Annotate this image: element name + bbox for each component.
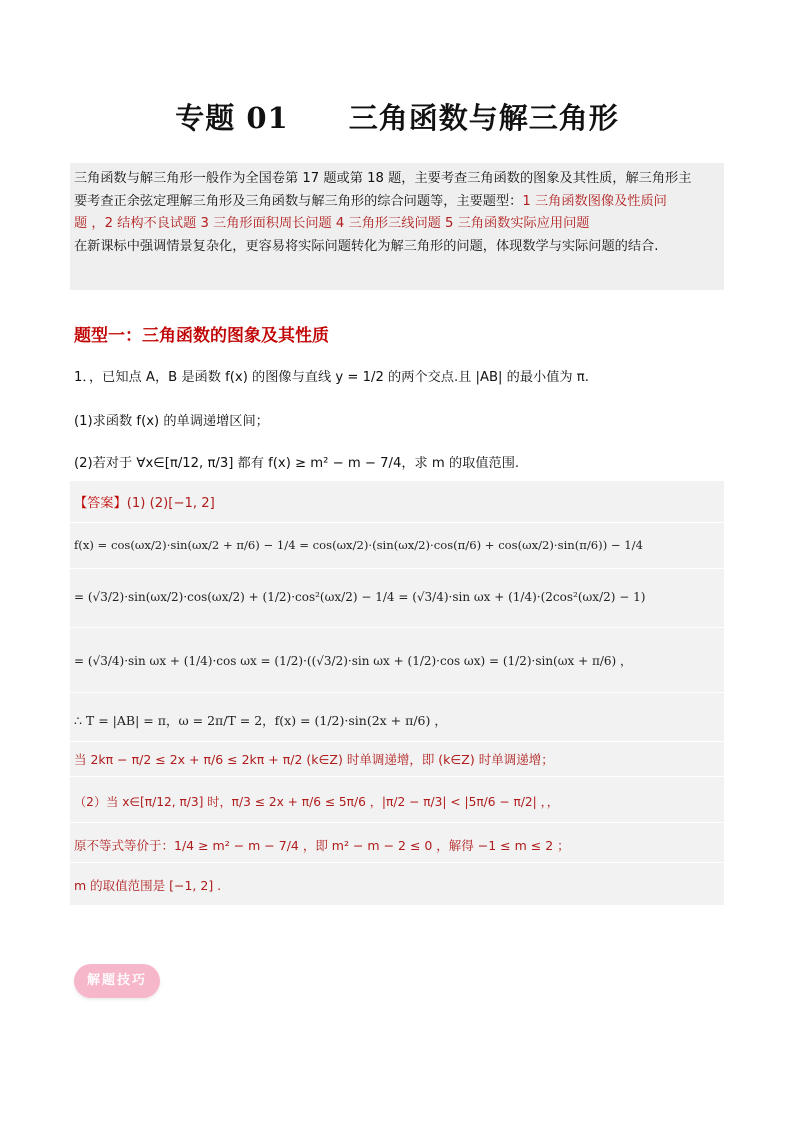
answer-separator bbox=[70, 822, 724, 823]
title-main: 三角函数与解三角形 bbox=[348, 101, 619, 135]
intro-line-1: 三角函数与解三角形一般作为全国卷第 17 题或第 18 题，主要考查三角函数的图象及其性质，解三角形主 bbox=[74, 171, 692, 186]
answer-separator bbox=[70, 627, 724, 628]
intro-line-2 bbox=[74, 191, 720, 214]
answer-header bbox=[74, 492, 215, 511]
section-title: 题型一：三角函数的图象及其性质 bbox=[74, 326, 329, 346]
intro-line-4: 在新课标中强调情景复杂化，更容易将实际问题转化为解三角形的问题，体现数学与实际问题的结合. bbox=[74, 238, 659, 254]
intro-box bbox=[70, 163, 724, 290]
answer-separator bbox=[70, 862, 724, 863]
intro-line-2b: 1 三角函数图像及性质问 bbox=[522, 193, 667, 209]
answer-equation-6: （2）当 x∈[π/12, π/3] 时，π/3 ≤ 2x + π/6 ≤ 5π/6 ，|π/2 − π/3| < |5π/6 − π/2| ，， bbox=[74, 795, 559, 809]
answer-equation-3: = (√3/4)·sin ωx + (1/4)·cos ωx = (1/2)·((√3/2)·sin ωx + (1/2)·cos ωx) = (1/2)·sin(ωx + π/6) ， bbox=[74, 654, 633, 668]
answer-summary: (1) (2)[−1, 2] bbox=[126, 496, 215, 511]
answer-separator bbox=[70, 776, 724, 777]
question-part-2: (2)若对于 ∀x∈[π/12, π/3] 都有 f(x) ≥ m² − m − 7/4，求 m 的取值范围. bbox=[74, 456, 520, 471]
answer-equation-8: m 的取值范围是 [−1, 2] . bbox=[74, 878, 222, 893]
answer-label: 【答案】 bbox=[74, 496, 127, 511]
intro-line-2a: 要考查正余弦定理解三角形及三角函数与解三角形的综合问题等，主要题型： bbox=[74, 193, 523, 209]
answer-equation-1: f(x) = cos(ωx/2)·sin(ωx/2 + π/6) − 1/4 = cos(ωx/2)·(sin(ωx/2)·cos(π/6) + cos(ωx/2)·sin(π/6)) − 1/4 bbox=[74, 538, 643, 552]
answer-separator bbox=[70, 522, 724, 523]
tips-badge: 解题技巧 bbox=[74, 964, 160, 998]
answer-equation-5: 当 2kπ − π/2 ≤ 2x + π/6 ≤ 2kπ + π/2 (k∈Z) 时单调递增，即 (k∈Z) 时单调递增； bbox=[74, 752, 554, 767]
answer-separator bbox=[70, 568, 724, 569]
question-part-1: (1)求函数 f(x) 的单调递增区间； bbox=[74, 414, 269, 429]
page-title bbox=[0, 96, 794, 137]
answer-equation-7: 原不等式等价于：1/4 ≥ m² − m − 7/4 ，即 m² − m − 2 ≤ 0 ，解得 −1 ≤ m ≤ 2 ； bbox=[74, 838, 570, 853]
answer-separator bbox=[70, 741, 724, 742]
answer-separator bbox=[70, 692, 724, 693]
answer-equation-2: = (√3/2)·sin(ωx/2)·cos(ωx/2) + (1/2)·cos²(ωx/2) − 1/4 = (√3/4)·sin ωx + (1/4)·(2cos²(ωx/2) − 1) bbox=[74, 590, 646, 604]
intro-line-3: 题 ，2 结构不良试题 3 三角形面积周长问题 4 三角形三线问题 5 三角函数实际应用问题 bbox=[74, 216, 590, 231]
title-prefix: 专题 01 bbox=[175, 101, 289, 135]
question-stem: 1．，已知点 A，B 是函数 f(x) 的图像与直线 y = 1/2 的两个交点.且 |AB| 的最小值为 π. bbox=[74, 370, 589, 385]
answer-equation-4: ∴ T = |AB| = π，ω = 2π/T = 2，f(x) = (1/2)·sin(2x + π/6) ， bbox=[74, 713, 447, 728]
